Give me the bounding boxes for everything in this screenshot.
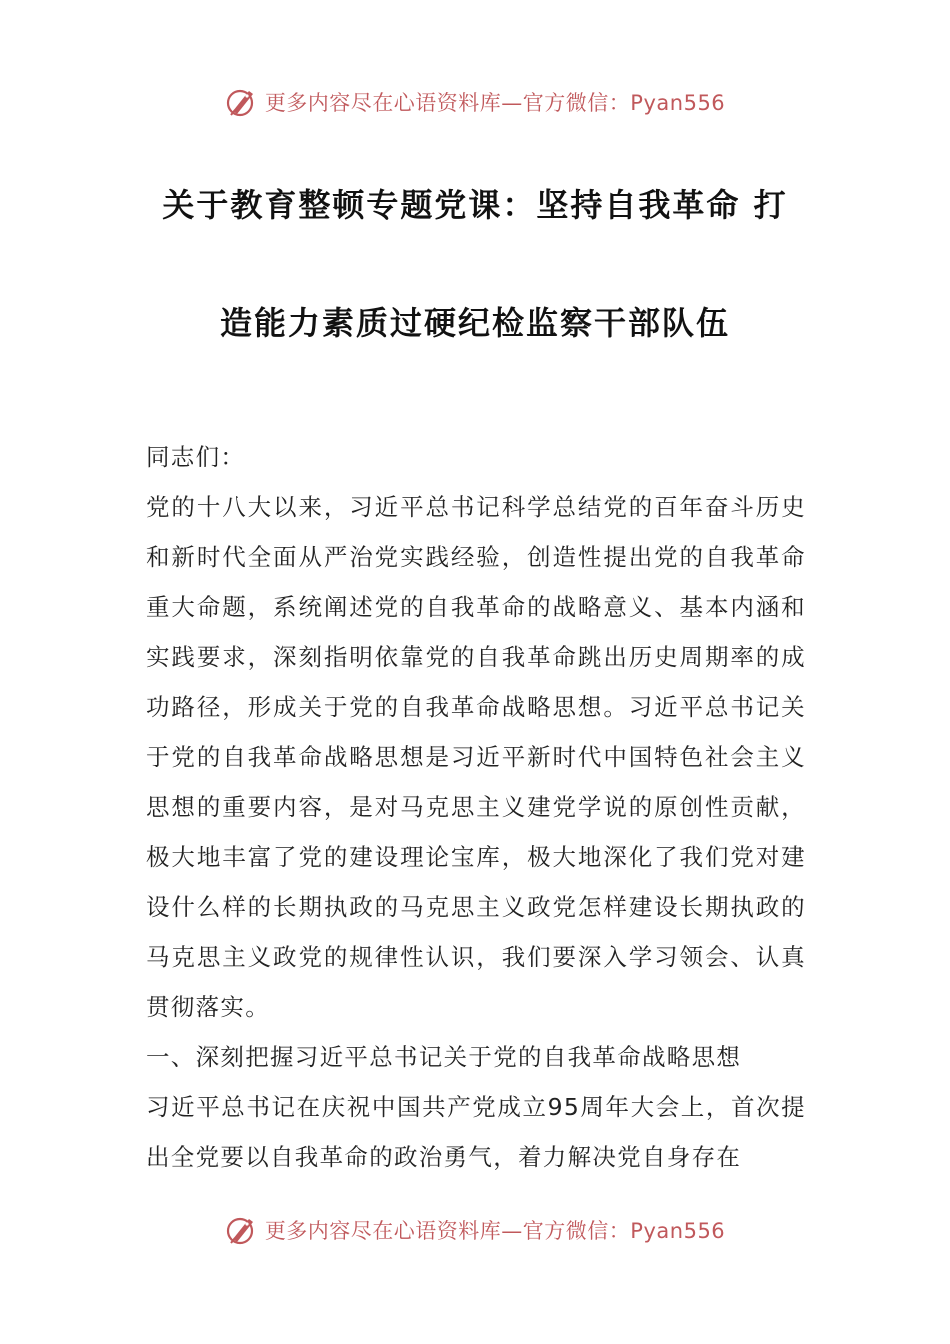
document-title-line-2: 造能力素质过硬纪检监察干部队伍: [219, 304, 730, 342]
pen-nib-circle-icon: [225, 1213, 259, 1247]
watermark-text: 更多内容尽在心语资料库—官方微信：Pyan556: [264, 1219, 726, 1243]
paragraph: 习近平总书记在庆祝中国共产党成立95周年大会上，首次提出全党要以自我革命的政治勇气，着力解决党自身存在: [146, 1093, 806, 1171]
pen-nib-circle-icon: [225, 85, 259, 119]
footer-watermark: [0, 1210, 950, 1250]
watermark-text: 更多内容尽在心语资料库—官方微信：Pyan556: [264, 91, 726, 115]
section-heading: 一、深刻把握习近平总书记关于党的自我革命战略思想: [146, 1043, 742, 1071]
document-body: [146, 432, 806, 1182]
paragraph: 党的十八大以来，习近平总书记科学总结党的百年奋斗历史和新时代全面从严治党实践经验，创造性提出党的自我革命重大命题，系统阐述党的自我革命的战略意义、基本内涵和实践要求，深刻指明依靠党的自我革命跳出历史周期率的成功路径，形成关于党的自我革命战略思想。习近平总书记关于党的自我革命战略思想是习近平新时代中国特色社会主义思想的重要内容，是对马克思主义建党学说的原创性贡献，极大地丰富了党的建设理论宝库，极大地深化了我们党对建设什么样的长期执政的马克思主义政党怎样建设长期执政的马克思主义政党的规律性认识，我们要深入学习领会、认真贯彻落实。: [146, 493, 806, 1021]
header-watermark: [0, 82, 950, 122]
salutation: 同志们：: [146, 443, 246, 471]
document-title-line-1: 关于教育整顿专题党课：坚持自我革命 打: [162, 186, 788, 224]
